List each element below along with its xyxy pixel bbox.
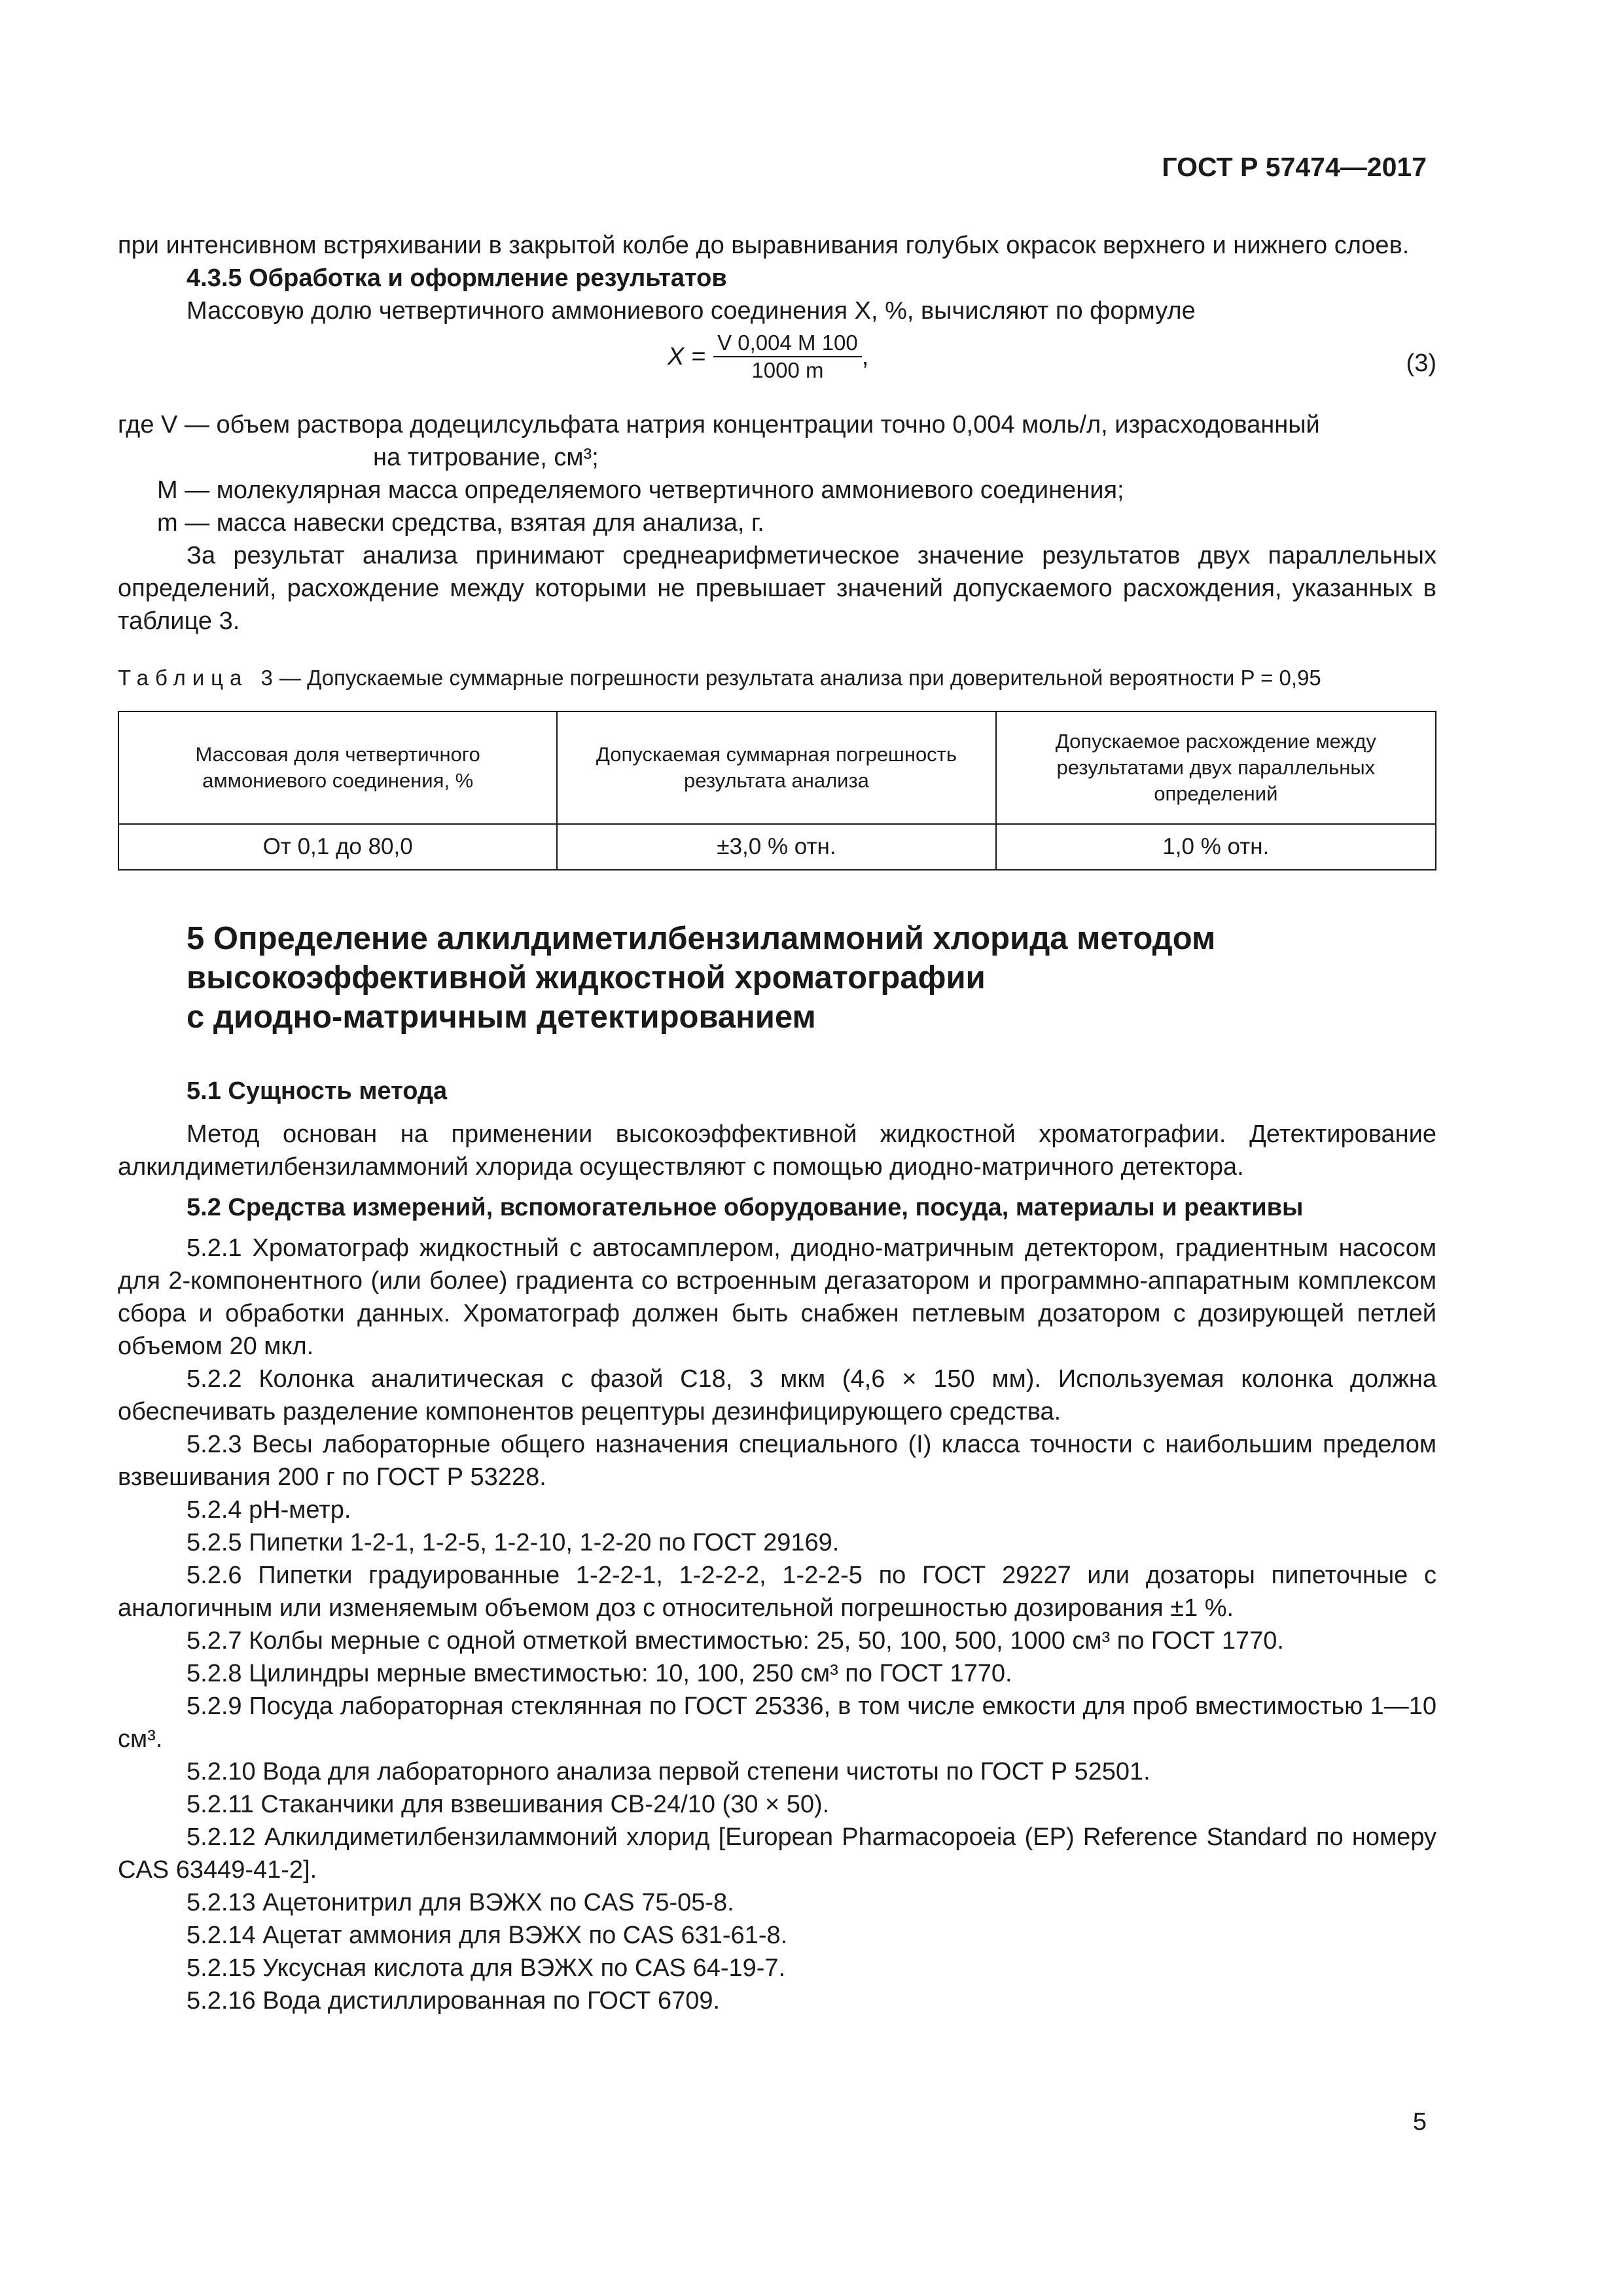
table-header-cell: Допускаемое расхождение между результатами двух параллельных определений <box>996 711 1436 824</box>
table-3-caption <box>118 664 1436 692</box>
formula-denominator: 1000 m <box>751 358 824 382</box>
list-item: 5.2.1 Хроматограф жидкостный с автосамплером, диодно-матричным детектором, градиентным насосом для 2-компонентного (или более) градиента со встроенным дегазатором и программно-аппаратным комплексом сбора и обработки данных. Хроматограф должен быть снабжен петлевым дозатором с дозирующей петлей объемом 20 мкл. <box>118 1234 1436 1360</box>
list-item: 5.2.16 Вода дистиллированная по ГОСТ 6709. <box>187 1987 721 2015</box>
formula-lhs: X = <box>668 343 706 370</box>
list-item: 5.2.5 Пипетки 1-2-1, 1-2-5, 1-2-10, 1-2-20 по ГОСТ 29169. <box>187 1529 840 1556</box>
list-item: 5.2.8 Цилиндры мерные вместимостью: 10, 100, 250 см³ по ГОСТ 1770. <box>187 1660 1012 1687</box>
page-number: 5 <box>1412 2108 1427 2136</box>
table-cell: ±3,0 % отн. <box>557 824 995 870</box>
definition-v: где V — объем раствора додецилсульфата натрия концентрации точно 0,004 моль/л, израсходованный <box>118 411 1320 439</box>
section-5-2-title: 5.2 Средства измерений, вспомогательное оборудование, посуда, материалы и реактивы <box>187 1194 1304 1221</box>
document-id-header: ГОСТ Р 57474—2017 <box>1162 152 1427 182</box>
table-cell: От 0,1 до 80,0 <box>118 824 557 870</box>
list-item: 5.2.10 Вода для лабораторного анализа первой степени чистоты по ГОСТ Р 52501. <box>187 1758 1150 1785</box>
result-paragraph: За результат анализа принимают среднеарифметическое значение результатов двух параллельных определений, расхождение между которыми не превышает значений допускаемого расхождения, указанных в таблице 3. <box>118 542 1436 635</box>
list-item: 5.2.7 Колбы мерные с одной отметкой вместимостью: 25, 50, 100, 500, 1000 см³ по ГОСТ 1770. <box>187 1627 1284 1655</box>
formula-fraction <box>713 330 862 384</box>
list-item: 5.2.12 Алкилдиметилбензиламмоний хлорид [European Pharmacopoeia (EP) Reference Standard по номеру CAS 63449-41-2]. <box>118 1823 1436 1884</box>
section-4-3-5-intro: Массовую долю четвертичного аммониевого соединения X, %, вычисляют по формуле <box>187 297 1196 325</box>
table-3-caption-text: — Допускаемые суммарные погрешности результата анализа при доверительной вероятности P = 0,95 <box>279 666 1321 690</box>
table-3 <box>118 711 1436 870</box>
list-item: 5.2.9 Посуда лабораторная стеклянная по ГОСТ 25336, в том числе емкости для проб вместимостью 1—10 см³. <box>118 1693 1436 1753</box>
list-item: 5.2.15 Уксусная кислота для ВЭЖХ по CAS 64-19-7. <box>187 1954 786 1982</box>
list-item: 5.2.3 Весы лабораторные общего назначения специального (I) класса точности с наибольшим пределом взвешивания 200 г по ГОСТ Р 53228. <box>118 1431 1436 1491</box>
table-row <box>118 824 1436 870</box>
section-5-heading <box>187 919 1436 1037</box>
section-5-heading-line: с диодно-матричным детектированием <box>187 999 816 1035</box>
list-item: 5.2.13 Ацетонитрил для ВЭЖХ по CAS 75-05-8. <box>187 1889 734 1916</box>
formula-number: (3) <box>1406 350 1436 377</box>
page-content <box>118 229 1436 2017</box>
formula <box>668 330 868 384</box>
list-item: 5.2.11 Стаканчики для взвешивания СВ-24/10 (30 × 50). <box>187 1791 830 1818</box>
definition-m: m — масса навески средства, взятая для анализа, г. <box>157 509 764 537</box>
formula-numerator: V 0,004 M 100 <box>717 331 858 355</box>
formula-tail: , <box>861 343 869 370</box>
list-item: 5.2.14 Ацетат аммония для ВЭЖХ по CAS 631-61-8. <box>187 1922 788 1949</box>
section-5-heading-line: высокоэффективной жидкостной хроматографии <box>187 960 986 996</box>
table-header-row <box>118 711 1436 824</box>
list-item: 5.2.6 Пипетки градуированные 1-2-2-1, 1-2-2-2, 1-2-2-5 по ГОСТ 29227 или дозаторы пипеточные с аналогичным или изменяемым объемом доз с относительной погрешностью дозирования ±1 %. <box>118 1562 1436 1622</box>
definition-M: M — молекулярная масса определяемого четвертичного аммониевого соединения; <box>157 476 1124 504</box>
section-5-1-text: Метод основан на применении высокоэффективной жидкостной хроматографии. Детектирование алкилдиметилбензиламмоний хлорида осуществляют с помощью диодно-матричного детектора. <box>118 1121 1436 1181</box>
formula-block <box>118 330 1436 402</box>
list-item: 5.2.4 pH-метр. <box>187 1496 351 1524</box>
table-header-cell: Массовая доля четвертичного аммониевого соединения, % <box>118 711 557 824</box>
table-3-label: Таблица 3 <box>118 666 279 690</box>
section-5-1-title: 5.1 Сущность метода <box>187 1077 448 1105</box>
definition-v-continued: на титрование, см³; <box>373 444 599 471</box>
section-4-3-5-title: 4.3.5 Обработка и оформление результатов <box>187 264 727 292</box>
table-header-cell: Допускаемая суммарная погрешность результата анализа <box>557 711 995 824</box>
section-5-heading-line: 5 Определение алкилдиметилбензиламмоний хлорида методом <box>187 921 1216 956</box>
list-item: 5.2.2 Колонка аналитическая с фазой С18, 3 мкм (4,6 × 150 мм). Используемая колонка должна обеспечивать разделение компонентов рецептуры дезинфицирующего средства. <box>118 1365 1436 1426</box>
table-cell: 1,0 % отн. <box>996 824 1436 870</box>
intro-paragraph: при интенсивном встряхивании в закрытой колбе до выравнивания голубых окрасок верхнего и нижнего слоев. <box>118 232 1410 259</box>
